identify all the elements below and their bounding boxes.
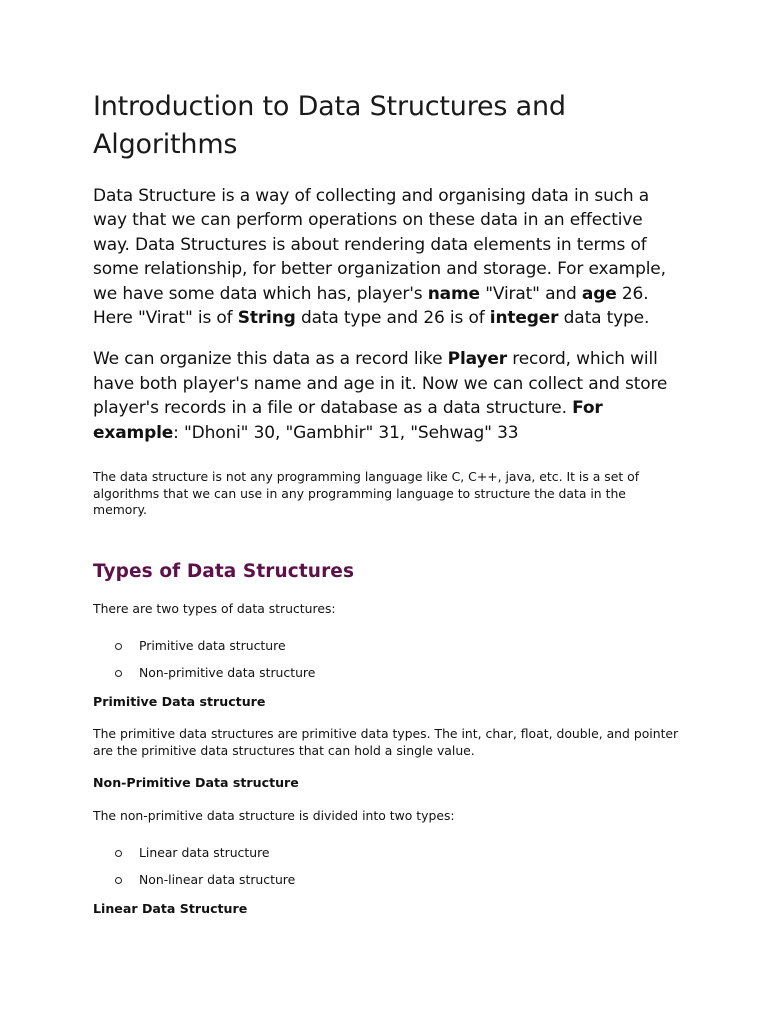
- types-intro: There are two types of data structures:: [93, 600, 336, 616]
- primitive-text: The primitive data structures are primitive data types. The int, char, float, double, and pointer are the primitive data structures that can hold a single value.: [93, 726, 679, 759]
- nonprimitive-list: [93, 845, 683, 899]
- types-heading: Types of Data Structures: [93, 560, 355, 582]
- list-item: [93, 872, 683, 899]
- note-paragraph: The data structure is not any programming language like C, C++, java, etc. It is a set of algorithms that we can use in any programming language to structure the data in the memory.: [93, 469, 640, 518]
- list-item-label: Linear data structure: [139, 845, 270, 861]
- circle-bullet-icon: [115, 643, 122, 650]
- intro-bold-integer: integer: [489, 308, 559, 329]
- intro-text-2: "Virat" and: [479, 283, 582, 304]
- circle-bullet-icon: [115, 670, 122, 677]
- circle-bullet-icon: [115, 877, 122, 884]
- record-bold-player: Player: [447, 349, 507, 370]
- list-item: [93, 638, 683, 665]
- intro-text-1: Data Structure is a way of collecting and organising data in such a way that we can perform operations on these data in an effective way. Data Structures is about rendering data elements in terms of some relationship, for better organization and storage. For example, we have some data which has, player's: [93, 186, 666, 304]
- intro-text-4: data type and 26 is of: [295, 308, 490, 329]
- nonprimitive-text: The non-primitive data structure is divided into two types:: [93, 807, 455, 823]
- intro-bold-name: name: [427, 283, 480, 304]
- record-text-1: We can organize this data as a record like: [93, 349, 448, 370]
- circle-bullet-icon: [115, 850, 122, 857]
- list-item-label: Non-primitive data structure: [139, 665, 316, 681]
- record-bold-for-example: For example: [93, 398, 603, 443]
- document-page: [93, 88, 683, 917]
- linear-heading: Linear Data Structure: [93, 901, 248, 917]
- intro-bold-string: String: [237, 308, 296, 329]
- list-item-label: Non-linear data structure: [139, 872, 296, 888]
- list-item: [93, 665, 683, 692]
- types-list: [93, 638, 683, 692]
- nonprimitive-heading: Non-Primitive Data structure: [93, 774, 299, 790]
- record-text-3: : "Dhoni" 30, "Gambhir" 31, "Sehwag" 33: [173, 422, 519, 443]
- primitive-heading: Primitive Data structure: [93, 694, 266, 710]
- intro-paragraph: [93, 184, 683, 330]
- list-item-label: Primitive data structure: [139, 638, 286, 654]
- intro-bold-age: age: [581, 283, 617, 304]
- list-item: [93, 845, 683, 872]
- record-text-2: record, which will have both player's name and age in it. Now we can collect and store player's records in a file or database as a data structure.: [93, 349, 668, 419]
- intro-text-3: 26. Here "Virat" is of: [93, 283, 649, 329]
- intro-text-5: data type.: [558, 308, 650, 329]
- record-paragraph: [93, 347, 683, 445]
- page-title: Introduction to Data Structures and Algorithms: [93, 91, 566, 160]
